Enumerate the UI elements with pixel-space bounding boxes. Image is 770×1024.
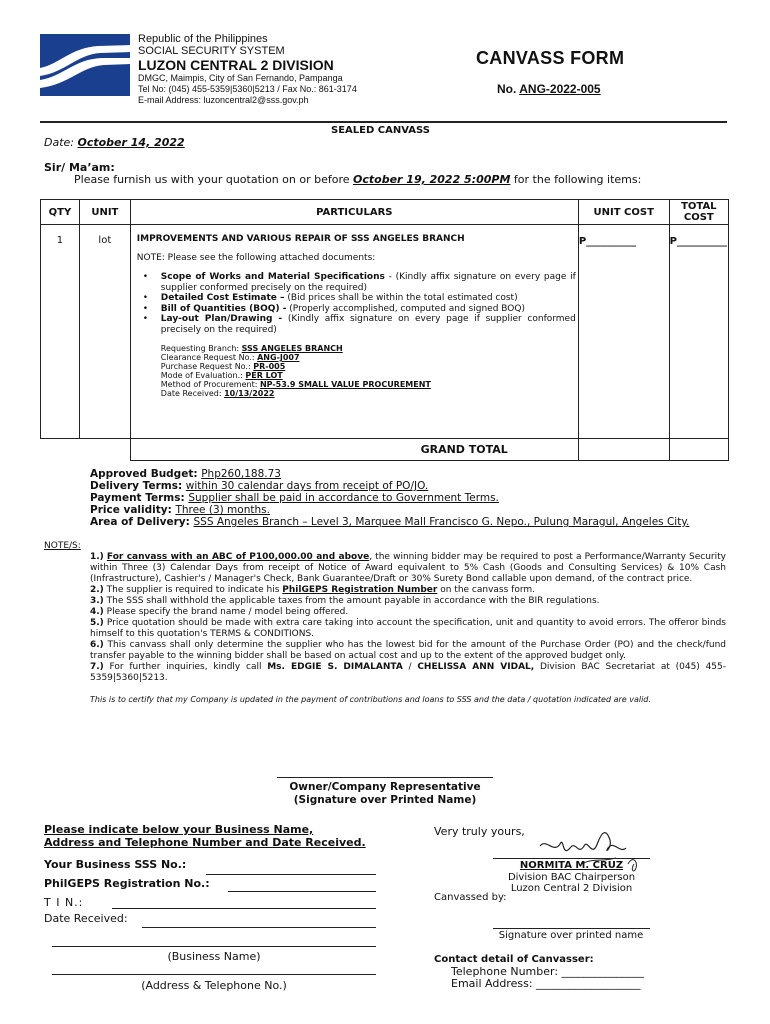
sss-no-label: Your Business SSS No.: <box>44 858 187 871</box>
date-value: October 14, 2022 <box>77 136 185 149</box>
term-payment: Payment Terms: Supplier shall be paid in accordance to Government Terms. <box>90 492 499 504</box>
division-email: E-mail Address: luzoncentral2@sss.gov.ph <box>138 95 309 105</box>
items-table <box>40 199 729 461</box>
tin-field[interactable] <box>112 908 376 909</box>
form-number <box>497 82 601 96</box>
address-caption: (Address & Telephone No.) <box>141 979 287 992</box>
note-4: 4.) Please specify the brand name / model being offered. <box>90 607 349 617</box>
owner-caption <box>277 781 493 807</box>
grand-total-value <box>669 439 728 461</box>
cell-total-cost: P__________ <box>669 225 728 439</box>
canvasser-email[interactable]: Email Address: ___________________ <box>451 977 641 990</box>
sealed-canvass: SEALED CANVASS <box>331 125 430 136</box>
meta-mode-evaluation: Mode of Evaluation.: PER LOT <box>160 371 283 380</box>
note-6: 6.) This canvass shall only determine the supplier who has the lowest bid for the amount of the Purchase Order (PO) and the check/fund transfer payable to the winning bidder shall be based on actual cost and up to the extent of the approved budget only. <box>90 640 726 661</box>
philgeps-field[interactable] <box>228 891 376 892</box>
intro-text <box>74 173 641 186</box>
table-row <box>41 225 729 439</box>
notes-label: NOTE/S: <box>44 541 81 551</box>
header-unit-cost: UNIT COST <box>578 200 669 225</box>
canvasser-signature-caption: Signature over printed name <box>498 930 644 941</box>
cell-particulars <box>130 225 578 439</box>
owner-line1: Owner/Company Representative <box>289 781 481 793</box>
note-2: 2.) The supplier is required to indicate his PhilGEPS Registration Number on the canvass form. <box>90 585 536 595</box>
intro-pre: Please furnish us with your quotation on or before <box>74 173 350 186</box>
header-particulars: PARTICULARS <box>130 200 578 225</box>
division-address: DMGC, Maimpis, City of San Fernando, Pampanga <box>138 73 343 83</box>
note-7: 7.) For further inquiries, kindly call Ms. EDGIE S. DIMALANTA / CHELISSA ANN VIDAL, Division BAC Secretariat at (045) 455-5359|5360|5213. <box>90 662 726 683</box>
salutation: Sir/ Ma’am: <box>44 161 115 174</box>
address-field[interactable] <box>52 974 376 975</box>
contact-title: Contact detail of Canvasser: <box>434 954 594 965</box>
meta-date-received: Date Received: 10/13/2022 <box>160 389 275 398</box>
cell-unit-cost: P__________ <box>578 225 669 439</box>
term-budget: Approved Budget: Php260,188.73 <box>90 468 281 480</box>
intro-post: for the following items: <box>513 173 642 186</box>
date-received-field[interactable] <box>142 927 376 928</box>
canvasser-phone[interactable]: Telephone Number: _______________ <box>451 965 645 978</box>
chairperson-block <box>493 860 650 895</box>
business-name-field[interactable] <box>52 946 376 947</box>
date-line <box>44 136 185 149</box>
agency-text: SOCIAL SECURITY SYSTEM <box>138 45 285 57</box>
term-delivery: Delivery Terms: within 30 calendar days from receipt of PO/JO. <box>90 480 429 492</box>
intro-deadline: October 19, 2022 5:00PM <box>353 173 511 186</box>
division-name: LUZON CENTRAL 2 DIVISION <box>138 57 334 73</box>
philgeps-label: PhilGEPS Registration No.: <box>44 877 210 890</box>
cell-qty: 1 <box>41 225 80 439</box>
business-name-caption: (Business Name) <box>167 950 261 963</box>
grand-total-label: GRAND TOTAL <box>130 439 578 461</box>
division-telephone: Tel No: (045) 455-5359|5360|5213 / Fax No.: 861-3174 <box>138 84 357 94</box>
request-meta <box>131 344 578 398</box>
grand-total-row <box>41 439 729 461</box>
date-label: Date: <box>44 136 74 149</box>
note-5: 5.) Price quotation should be made with extra care taking into account the specification, unit and quantity to avoid errors. The offeror binds himself to this quotation's TERMS & CONDITIONS. <box>90 618 726 639</box>
meta-clearance-request: Clearance Request No.: ANG-J007 <box>160 353 300 362</box>
terms-block <box>90 468 689 528</box>
form-title: CANVASS FORM <box>476 48 625 68</box>
closing-text: Very truly yours, <box>434 825 525 838</box>
list-item: • Bill of Quantities (BOQ) - (Properly accomplished, computed and signed BOQ) <box>131 304 576 315</box>
meta-method-procurement: Method of Procurement: NP-53.9 SMALL VALUE PROCUREMENT <box>160 380 431 389</box>
notes-block <box>90 552 726 705</box>
header-divider <box>40 121 727 123</box>
header-qty: QTY <box>41 200 80 225</box>
meta-requesting-branch: Requesting Branch: SSS ANGELES BRANCH <box>160 344 343 353</box>
instruction-line2: Address and Telephone Number and Date Received. <box>44 836 366 849</box>
cell-unit: lot <box>79 225 130 439</box>
meta-purchase-request: Purchase Request No.: PR-005 <box>160 362 286 371</box>
certify-text: This is to certify that my Company is updated in the payment of contributions and loans to SSS and the data / quotation indicated are valid. <box>90 695 651 704</box>
term-area: Area of Delivery: SSS Angeles Branch – Level 3, Marquee Mall Francisco G. Nepo., Pulung Maragul, Angeles City. <box>90 516 690 528</box>
note-3: 3.) The SSS shall withhold the applicable taxes from the amount payable in accordance with the BIR regulations. <box>90 596 600 606</box>
header-total-cost: TOTAL COST <box>669 200 728 225</box>
instruction-line1: Please indicate below your Business Name, <box>44 823 314 836</box>
list-item: • Scope of Works and Material Specifications - (Kindly affix signature on every page if supplier conformed precisely on the required) <box>131 272 576 293</box>
list-item: • Detailed Cost Estimate – (Bid prices shall be within the total estimated cost) <box>131 293 576 304</box>
tin-label: T I N.: <box>44 896 84 909</box>
note-text: NOTE: Please see the following attached documents: <box>136 253 376 263</box>
note-1: 1.) For canvass with an ABC of P100,000.00 and above, the winning bidder may be required to post a Performance/Warranty Security within Three (3) Calendar Days from receipt of Notice of Award equivalent to 5% Cash (Goods and Consulting Services) & 10% Cash (Infrastructure), Cashier's / Manager's Check, Bank Guarantee/Draft or 30% Surety Bond callable upon demand, of the contract price. <box>90 552 726 584</box>
canvasser-signature-line[interactable] <box>493 928 650 929</box>
term-validity: Price validity: Three (3) months. <box>90 504 270 516</box>
table-header-row <box>41 200 729 225</box>
signatory-division: Luzon Central 2 Division <box>510 883 633 894</box>
sss-logo <box>40 34 130 96</box>
grand-total-unit-blank <box>578 439 669 461</box>
sss-no-field[interactable] <box>206 874 376 875</box>
list-item: • Lay-out Plan/Drawing - (Kindly affix signature on every page if supplier conformed precisely on the required) <box>131 314 576 335</box>
docs-list <box>131 272 578 335</box>
header-unit: UNIT <box>79 200 130 225</box>
date-received-label: Date Received: <box>44 912 128 925</box>
business-instructions <box>44 823 366 849</box>
item-title: IMPROVEMENTS AND VARIOUS REPAIR OF SSS ANGELES BRANCH <box>136 234 465 244</box>
owner-signature-line[interactable] <box>277 777 493 778</box>
signatory-title: Division BAC Chairperson <box>507 871 636 883</box>
form-number-label: No. <box>497 82 517 96</box>
owner-line2: (Signature over Printed Name) <box>293 794 477 806</box>
canvassed-by-label: Canvassed by: <box>434 892 507 903</box>
republic-text: Republic of the Philippines <box>138 33 268 45</box>
chairperson-signature-line <box>493 858 650 859</box>
form-number-value: ANG-2022-005 <box>519 82 601 96</box>
signatory-name: NORMITA M. CRUZ <box>519 860 624 871</box>
